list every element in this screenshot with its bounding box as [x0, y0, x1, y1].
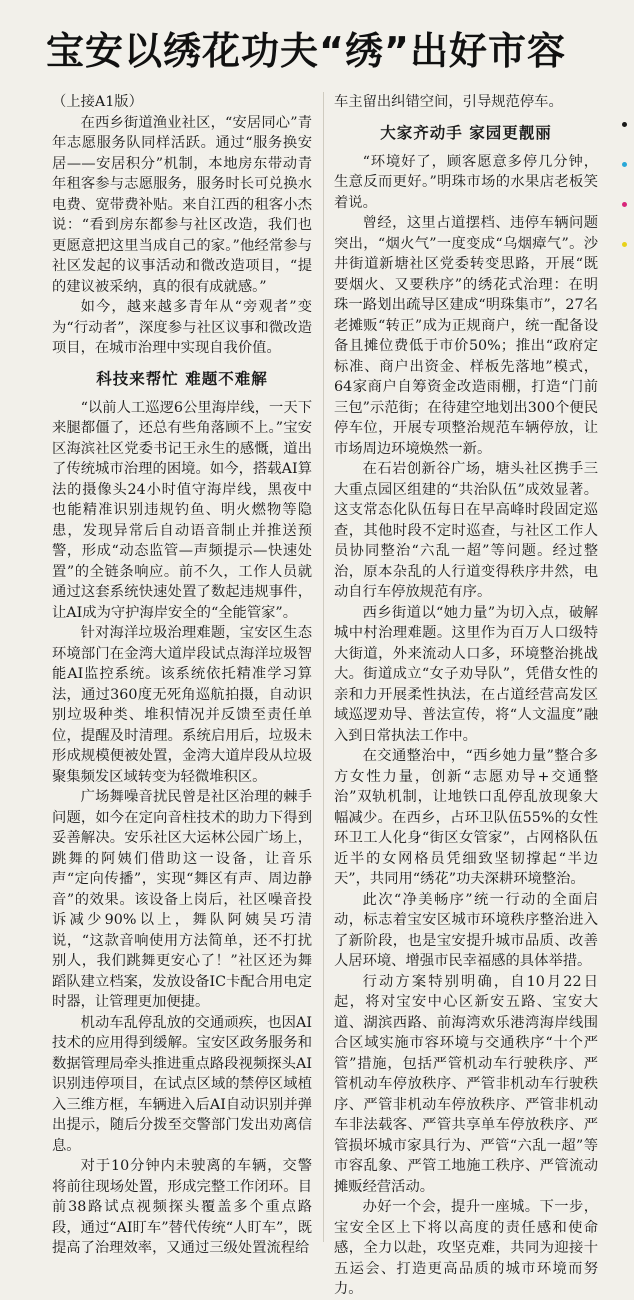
continued-paragraph: 车主留出纠错空间，引导规范停车。 — [334, 94, 563, 110]
print-registration-marks — [620, 0, 634, 1254]
body-paragraph: 在交通整治中，“西乡她力量”整合多方女性力量，创新“志愿劝导+交通整治”双轨机制，让地铁口乱停乱放现象大幅减少。在西乡，占环卫队伍55%的女性环卫工人化身“街区女管家”，占网格队伍近半的女网格员凭细致坚韧撑起“半边天”，共同用“绣花”功夫深耕环境整治。 — [334, 748, 598, 887]
section-subhead: 大家齐动手 家园更靓丽 — [380, 123, 552, 142]
lead-note: （上接A1版） — [52, 94, 143, 110]
registration-dot-magenta — [622, 202, 627, 207]
body-paragraph: “以前人工巡逻6公里海岸线，一天下来腿都僵了，还总有些角落顾不上。”宝安区海滨社区党委书记王永生的感慨，道出了传统城市治理的困境。如今，搭载AI算法的摄像头24小时值守海岸线，黑夜中也能精准识别违规钓鱼、明火燃物等隐患，发现异常后自动语音制止并推送预警，形成“动态监管—声频提示—快速处置”的全链条响应。前不久，工作人员就通过这套系统快速处置了数起违规事件，让AI成为守护海岸安全的“全能管家”。 — [52, 399, 312, 621]
body-paragraph: “环境好了，顾客愿意多停几分钟，生意反而更好。”明珠市场的水果店老板笑着说。 — [334, 153, 598, 211]
section-subhead: 科技来帮忙 难题不难解 — [96, 369, 268, 388]
body-paragraph: 机动车乱停乱放的交通顽疾，也因AI技术的应用得到缓解。宝安区政务服务和数据管理局牵头推进重点路段视频探头AI识别违停项目，在试点区域的禁停区域植入三维方框，车辆进入后AI自动识别并弹出提示，随后分拨至交警部门发出劝离信息。 — [52, 1014, 312, 1154]
body-paragraph: 此次“净美畅序”统一行动的全面启动，标志着宝安区城市环境秩序整治进入了新阶段，也是宝安提升城市品质、改善人居环境、增强市民幸福感的具体举措。 — [334, 891, 598, 969]
registration-dot-black — [622, 122, 627, 127]
headline: 宝安以绣花功夫“绣”出好市容 — [46, 29, 566, 73]
registration-dot-cyan — [622, 162, 627, 167]
body-paragraph: 西乡街道以“她力量”为切入点，破解城中村治理难题。这里作为百万人口级特大街道，外来流动人口多，环境整治挑战大。街道成立“女子劝导队”，凭借女性的亲和力开展柔性执法，在占道经营高发区域巡逻劝导、普法宣传，将“人文温度”融入到日常执法工作中。 — [334, 604, 598, 744]
body-paragraph: 行动方案特别明确，自10月22日起，将对宝安中心区新安五路、宝安大道、湖滨西路、前海湾欢乐港湾海岸线围合区域实施市容环境与交通秩序“十个严管”措施，包括严管机动车行驶秩序、严管机动车停放秩序、严管非机动车行驶秩序、严管非机动车停放秩序、严管非机动车非法载客、严管共享单车停放秩序、严管损坏城市家具行为、严管“六乱一超”等市容乱象、严管工地施工秩序、严管流动摊贩经营活动。 — [334, 973, 598, 1195]
right-column — [334, 92, 598, 1297]
body-paragraph: 曾经，这里占道摆档、违停车辆问题突出，“烟火气”一度变成“乌烟瘴气”。沙井街道新塘社区党委转变思路，开展“既要烟火、又要秩序”的绣花式治理：在明珠一路划出疏导区建成“明珠集市”，27名老摊贩“转正”成为正规商户，统一配备设备且摊位费低于市价50%；推出“政府定标准、商户出资金、样板先落地”模式，64家商户自筹资金改造雨棚，打造“门前三包”示范街；在待建空地划出300个便民停车位，开展专项整治规范车辆停放，让市场周边环境焕然一新。 — [334, 215, 598, 457]
body-paragraph: 对于10分钟内未驶离的车辆，交警将前往现场处置，形成完整工作闭环。目前38路试点视频探头覆盖多个重点路段，通过“AI盯车”替代传统“人盯车”，既提高了治理效率，又通过三级处置流程给 — [52, 1158, 312, 1256]
left-column — [52, 92, 312, 1256]
registration-dot-yellow — [622, 242, 627, 247]
body-paragraph: 在西乡街道渔业社区，“安居同心”青年志愿服务队同样活跃。通过“服务换安居——安居积分”机制，本地房东带动青年租客参与志愿服务，服务时长可兑换水电费、宽带费补贴。来自江西的租客小杰说：“看到房东都参与社区改造，我们也更愿意把这里当成自己的家。”他经常参与社区发起的议事活动和微改造项目，“提的建议被采纳，真的很有成就感。” — [52, 114, 312, 295]
body-paragraph: 在石岩创新谷广场，塘头社区携手三大重点园区组建的“共治队伍”成效显著。这支常态化队伍每日在早高峰时段固定巡查，其他时段不定时巡查，与社区工作人员协同整治“六乱一超”等问题。经过整治，原本杂乱的人行道变得秩序井然，电动自行车停放规范有序。 — [334, 461, 598, 600]
column-divider — [323, 92, 324, 1242]
body-paragraph: 广场舞噪音扰民曾是社区治理的棘手问题，如今在定向音柱技术的助力下得到妥善解决。安乐社区大运林公园广场上，跳舞的阿姨们借助这一设备，让音乐声“定向传播”，实现“舞区有声、周边静音”的效果。该设备上岗后，社区噪音投诉减少90%以上，舞队阿姨吴巧清说，“这款音响使用方法简单，还不打扰别人，我们跳舞更安心了！”社区还为舞蹈队建立档案，发放设备IC卡配合用电定时器，让管理更加便捷。 — [52, 789, 312, 1010]
body-paragraph: 办好一个会，提升一座城。下一步，宝安全区上下将以高度的责任感和使命感，全力以赴，攻坚克难，共同为迎接十五运会、打造更高品质的城市环境而努力。 — [334, 1199, 598, 1297]
body-paragraph: 如今，越来越多青年从“旁观者”变为“行动者”，深度参与社区议事和微改造项目，在城市治理中实现自我价值。 — [52, 299, 312, 356]
body-paragraph: 针对海洋垃圾治理难题，宝安区生态环境部门在金湾大道岸段试点海洋垃圾智能AI监控系统。该系统依托精准学习算法，通过360度无死角巡航拍摄，自动识别垃圾种类、堆积情况并反馈至责任单位，提醒及时清理。系统启用后，垃圾未形成规模便被处置，金湾大道岸段从垃圾聚集频发区域转变为轻微堆积区。 — [52, 625, 312, 785]
